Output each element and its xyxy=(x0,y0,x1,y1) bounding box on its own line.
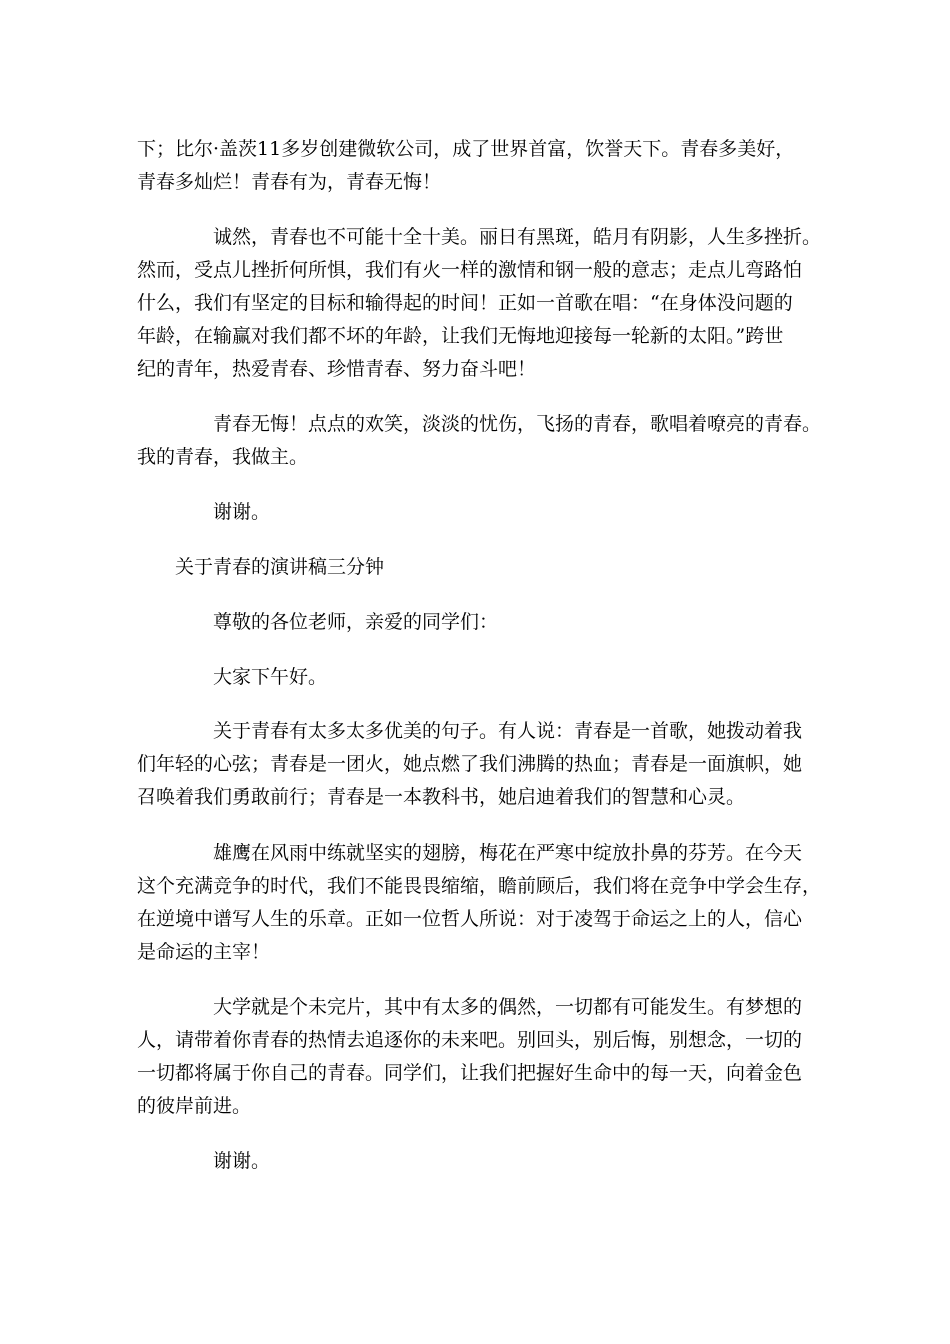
closing-thanks: 谢谢。 xyxy=(213,501,271,523)
paragraph-line: 们年轻的心弦；青春是一团火，她点燃了我们沸腾的热血；青春是一面旗帜，她 xyxy=(137,753,803,775)
paragraph-line: 青春无悔！点点的欢笑，淡淡的忧伤，飞扬的青春，歌唱着嘹亮的青春。 xyxy=(213,413,822,435)
paragraph-line: 是命运的主宰！ xyxy=(137,941,271,963)
paragraph-line: 大学就是个未完片，其中有太多的偶然，一切都有可能发生。有梦想的 xyxy=(213,996,803,1018)
paragraph-line: 一切都将属于你自己的青春。同学们，让我们把握好生命中的每一天，向着金色 xyxy=(137,1062,803,1084)
paragraph-line: 人，请带着你青春的热情去追逐你的未来吧。别回头，别后悔，别想念，一切的 xyxy=(137,1029,803,1051)
closing-thanks: 谢谢。 xyxy=(213,1150,271,1172)
greeting-line: 尊敬的各位老师，亲爱的同学们： xyxy=(213,611,499,633)
paragraph-line: 关于青春有太多太多优美的句子。有人说：青春是一首歌，她拨动着我 xyxy=(213,720,803,742)
paragraph-line: 这个充满竞争的时代，我们不能畏畏缩缩，瞻前顾后，我们将在竞争中学会生存， xyxy=(137,875,822,897)
paragraph-line: 然而，受点儿挫折何所惧，我们有火一样的激情和钢一般的意志；走点儿弯路怕 xyxy=(137,259,803,281)
paragraph-line: 年龄，在输赢对我们都不坏的年龄，让我们无悔地迎接每一轮新的太阳。”跨世 xyxy=(137,325,784,347)
paragraph-line: 什么，我们有坚定的目标和输得起的时间！正如一首歌在唱：“在身体没问题的 xyxy=(137,292,793,314)
greeting-line: 大家下午好。 xyxy=(213,666,328,688)
paragraph-line: 召唤着我们勇敢前行；青春是一本教科书，她启迪着我们的智慧和心灵。 xyxy=(137,786,746,808)
paragraph-line: 下；比尔·盖茨11多岁创建微软公司，成了世界首富，饮誉天下。青春多美好， xyxy=(137,138,795,160)
paragraph-line: 雄鹰在风雨中练就坚实的翅膀，梅花在严寒中绽放扑鼻的芬芳。在今天 xyxy=(213,842,803,864)
paragraph-line: 在逆境中谱写人生的乐章。正如一位哲人所说：对于凌驾于命运之上的人，信心 xyxy=(137,908,803,930)
paragraph-line: 青春多灿烂！青春有为，青春无悔！ xyxy=(137,171,442,193)
paragraph-line: 的彼岸前进。 xyxy=(137,1095,252,1117)
paragraph-line: 诚然，青春也不可能十全十美。丽日有黑斑，皓月有阴影，人生多挫折。 xyxy=(213,226,822,248)
paragraph-line: 纪的青年，热爱青春、珍惜青春、努力奋斗吧！ xyxy=(137,358,537,380)
paragraph-line: 我的青春，我做主。 xyxy=(137,446,309,468)
section-title: 关于青春的演讲稿三分钟 xyxy=(175,556,385,578)
